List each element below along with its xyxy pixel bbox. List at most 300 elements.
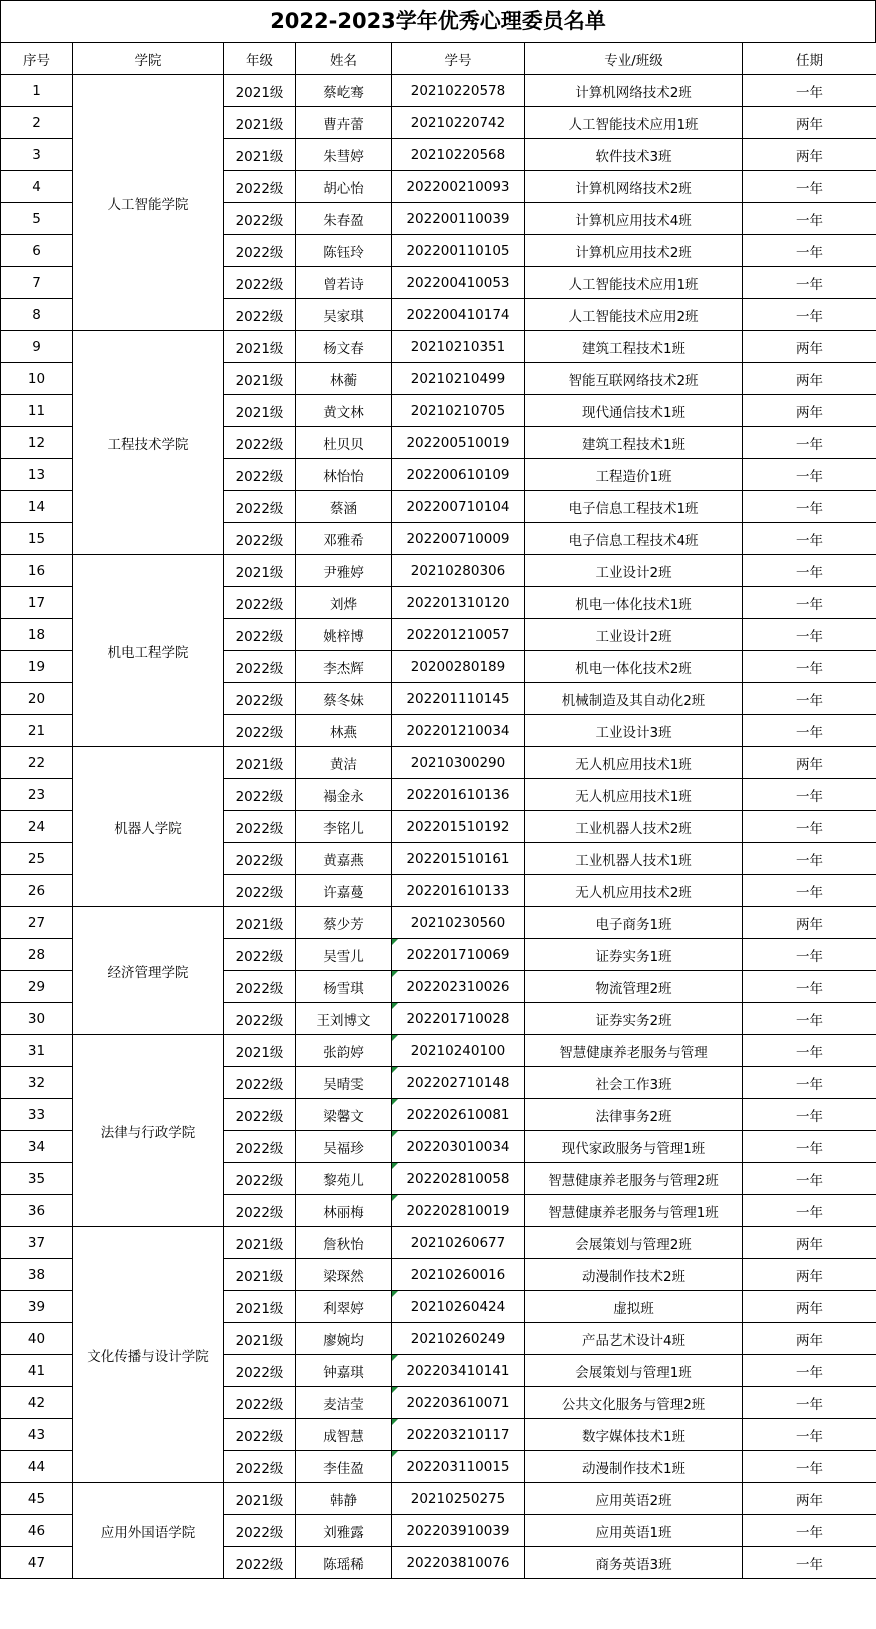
cell-id[interactable]: 20210220742 [392,107,525,139]
cell-term[interactable]: 两年 [743,139,876,171]
cell-college[interactable]: 文化传播与设计学院 [73,1227,224,1483]
cell-term[interactable]: 两年 [743,107,876,139]
cell-id[interactable]: 202203110015 [392,1451,525,1483]
cell-no[interactable]: 38 [1,1259,73,1291]
cell-no[interactable]: 3 [1,139,73,171]
cell-no[interactable]: 5 [1,203,73,235]
cell-major[interactable]: 现代通信技术1班 [525,395,743,427]
cell-term[interactable]: 一年 [743,1035,876,1067]
cell-no[interactable]: 23 [1,779,73,811]
cell-id[interactable]: 202201610133 [392,875,525,907]
cell-college[interactable]: 人工智能学院 [73,75,224,331]
cell-term[interactable]: 一年 [743,811,876,843]
cell-grade[interactable]: 2022级 [224,523,296,555]
cell-no[interactable]: 33 [1,1099,73,1131]
cell-id[interactable]: 202201210034 [392,715,525,747]
header-cell-college: 学院 [73,43,224,75]
cell-term[interactable]: 一年 [743,459,876,491]
cell-id[interactable]: 202200210093 [392,171,525,203]
cell-no[interactable]: 24 [1,811,73,843]
cell-major[interactable]: 电子商务1班 [525,907,743,939]
cell-no[interactable]: 35 [1,1163,73,1195]
cell-term[interactable]: 一年 [743,1067,876,1099]
cell-major[interactable]: 无人机应用技术2班 [525,875,743,907]
cell-name[interactable]: 梁馨文 [296,1099,392,1131]
cell-name[interactable]: 吴雪儿 [296,939,392,971]
cell-name[interactable]: 成智慧 [296,1419,392,1451]
cell-id[interactable]: 202202810058 [392,1163,525,1195]
cell-grade[interactable]: 2022级 [224,651,296,683]
cell-term[interactable]: 一年 [743,1099,876,1131]
cell-name[interactable]: 杨文春 [296,331,392,363]
cell-grade[interactable]: 2022级 [224,683,296,715]
cell-name[interactable]: 尹雅婷 [296,555,392,587]
cell-grade[interactable]: 2021级 [224,555,296,587]
cell-major[interactable]: 产品艺术设计4班 [525,1323,743,1355]
cell-term[interactable]: 一年 [743,779,876,811]
cell-no[interactable]: 4 [1,171,73,203]
cell-major[interactable]: 机械制造及其自动化2班 [525,683,743,715]
cell-grade[interactable]: 2022级 [224,1131,296,1163]
cell-term[interactable]: 两年 [743,1291,876,1323]
cell-grade[interactable]: 2022级 [224,939,296,971]
cell-grade[interactable]: 2022级 [224,171,296,203]
cell-name[interactable]: 陈钰玲 [296,235,392,267]
cell-grade[interactable]: 2021级 [224,331,296,363]
table-row [1,75,876,107]
cell-grade[interactable]: 2022级 [224,1387,296,1419]
cell-grade[interactable]: 2022级 [224,1163,296,1195]
cell-grade[interactable]: 2022级 [224,235,296,267]
cell-no[interactable]: 29 [1,971,73,1003]
cell-id[interactable]: 20210260016 [392,1259,525,1291]
cell-id[interactable]: 20210260677 [392,1227,525,1259]
cell-college[interactable]: 经济管理学院 [73,907,224,1035]
cell-id[interactable]: 20210280306 [392,555,525,587]
cell-term[interactable]: 一年 [743,491,876,523]
cell-grade[interactable]: 2022级 [224,299,296,331]
cell-id[interactable]: 202203210117 [392,1419,525,1451]
table-row [1,907,876,939]
cell-grade[interactable]: 2022级 [224,587,296,619]
cell-no[interactable]: 18 [1,619,73,651]
cell-major[interactable]: 应用英语2班 [525,1483,743,1515]
table-row [1,1227,876,1259]
cell-term[interactable]: 一年 [743,267,876,299]
cell-grade[interactable]: 2021级 [224,395,296,427]
cell-major[interactable]: 应用英语1班 [525,1515,743,1547]
cell-major[interactable]: 工程造价1班 [525,459,743,491]
cell-name[interactable]: 杨雪琪 [296,971,392,1003]
cell-grade[interactable]: 2021级 [224,75,296,107]
cell-no[interactable]: 15 [1,523,73,555]
cell-id[interactable]: 202201510192 [392,811,525,843]
cell-term[interactable]: 一年 [743,1451,876,1483]
cell-major[interactable]: 智慧健康养老服务与管理2班 [525,1163,743,1195]
cell-major[interactable]: 动漫制作技术1班 [525,1451,743,1483]
cell-name[interactable]: 黄洁 [296,747,392,779]
cell-no[interactable]: 44 [1,1451,73,1483]
cell-major[interactable]: 虚拟班 [525,1291,743,1323]
cell-id[interactable]: 202200510019 [392,427,525,459]
cell-id[interactable]: 202203010034 [392,1131,525,1163]
cell-grade[interactable]: 2022级 [224,779,296,811]
cell-term[interactable]: 一年 [743,1003,876,1035]
cell-major[interactable]: 计算机应用技术4班 [525,203,743,235]
cell-term[interactable]: 一年 [743,1195,876,1227]
cell-term[interactable]: 两年 [743,331,876,363]
cell-term[interactable]: 一年 [743,1131,876,1163]
cell-no[interactable]: 39 [1,1291,73,1323]
cell-id[interactable]: 202201310120 [392,587,525,619]
cell-term[interactable]: 一年 [743,171,876,203]
cell-id[interactable]: 202200410053 [392,267,525,299]
cell-major[interactable]: 商务英语3班 [525,1547,743,1579]
cell-grade[interactable]: 2022级 [224,1547,296,1579]
cell-no[interactable]: 42 [1,1387,73,1419]
cell-major[interactable]: 现代家政服务与管理1班 [525,1131,743,1163]
cell-major[interactable]: 物流管理2班 [525,971,743,1003]
cell-name[interactable]: 林燕 [296,715,392,747]
cell-name[interactable]: 黎苑儿 [296,1163,392,1195]
cell-major[interactable]: 建筑工程技术1班 [525,331,743,363]
cell-major[interactable]: 无人机应用技术1班 [525,747,743,779]
cell-name[interactable]: 刘烨 [296,587,392,619]
cell-no[interactable]: 1 [1,75,73,107]
cell-term[interactable]: 一年 [743,1355,876,1387]
cell-id[interactable]: 202201610136 [392,779,525,811]
cell-no[interactable]: 45 [1,1483,73,1515]
cell-name[interactable]: 吴家琪 [296,299,392,331]
cell-id[interactable]: 20210260249 [392,1323,525,1355]
cell-id[interactable]: 20210300290 [392,747,525,779]
cell-grade[interactable]: 2021级 [224,1483,296,1515]
cell-major[interactable]: 电子信息工程技术1班 [525,491,743,523]
cell-id[interactable]: 20210210705 [392,395,525,427]
cell-term[interactable]: 一年 [743,971,876,1003]
cell-id[interactable]: 202202310026 [392,971,525,1003]
cell-term[interactable]: 两年 [743,747,876,779]
cell-no[interactable]: 46 [1,1515,73,1547]
cell-no[interactable]: 40 [1,1323,73,1355]
header-cell-grade: 年级 [224,43,296,75]
cell-name[interactable]: 麦洁莹 [296,1387,392,1419]
cell-name[interactable]: 张韵婷 [296,1035,392,1067]
cell-name[interactable]: 刘雅露 [296,1515,392,1547]
cell-major[interactable]: 工业设计2班 [525,555,743,587]
cell-name[interactable]: 褟金永 [296,779,392,811]
cell-term[interactable]: 一年 [743,619,876,651]
cell-term[interactable]: 一年 [743,843,876,875]
cell-name[interactable]: 朱春盈 [296,203,392,235]
cell-id[interactable]: 202200410174 [392,299,525,331]
cell-name[interactable]: 蔡涵 [296,491,392,523]
cell-no[interactable]: 32 [1,1067,73,1099]
cell-grade[interactable]: 2021级 [224,1227,296,1259]
cell-term[interactable]: 一年 [743,875,876,907]
cell-name[interactable]: 李铭儿 [296,811,392,843]
cell-major[interactable]: 电子信息工程技术4班 [525,523,743,555]
cell-id[interactable]: 20210230560 [392,907,525,939]
cell-no[interactable]: 21 [1,715,73,747]
cell-term[interactable]: 一年 [743,939,876,971]
cell-id[interactable]: 202200610109 [392,459,525,491]
table-row [1,1483,876,1515]
cell-college[interactable]: 机器人学院 [73,747,224,907]
cell-major[interactable]: 人工智能技术应用2班 [525,299,743,331]
cell-name[interactable]: 王刘博文 [296,1003,392,1035]
cell-no[interactable]: 20 [1,683,73,715]
cell-id[interactable]: 202202710148 [392,1067,525,1099]
cell-id[interactable]: 20210260424 [392,1291,525,1323]
cell-id[interactable]: 202200110105 [392,235,525,267]
cell-name[interactable]: 韩静 [296,1483,392,1515]
cell-no[interactable]: 47 [1,1547,73,1579]
cell-no[interactable]: 6 [1,235,73,267]
cell-grade[interactable]: 2022级 [224,1195,296,1227]
cell-major[interactable]: 计算机网络技术2班 [525,75,743,107]
cell-id[interactable]: 20210210499 [392,363,525,395]
cell-grade[interactable]: 2021级 [224,747,296,779]
cell-id[interactable]: 20210250275 [392,1483,525,1515]
cell-id[interactable]: 202201710069 [392,939,525,971]
cell-grade[interactable]: 2022级 [224,1451,296,1483]
table-body [1,75,876,1579]
cell-term[interactable]: 两年 [743,1323,876,1355]
cell-college[interactable]: 应用外国语学院 [73,1483,224,1579]
cell-no[interactable]: 34 [1,1131,73,1163]
cell-no[interactable]: 30 [1,1003,73,1035]
cell-major[interactable]: 工业机器人技术2班 [525,811,743,843]
cell-major[interactable]: 人工智能技术应用1班 [525,267,743,299]
cell-no[interactable]: 12 [1,427,73,459]
cell-no[interactable]: 11 [1,395,73,427]
header-cell-major: 专业/班级 [525,43,743,75]
cell-no[interactable]: 28 [1,939,73,971]
cell-college[interactable]: 机电工程学院 [73,555,224,747]
cell-major[interactable]: 工业设计2班 [525,619,743,651]
cell-no[interactable]: 27 [1,907,73,939]
cell-term[interactable]: 一年 [743,235,876,267]
cell-id[interactable]: 202201110145 [392,683,525,715]
cell-name[interactable]: 林怡怡 [296,459,392,491]
cell-major[interactable]: 会展策划与管理1班 [525,1355,743,1387]
cell-major[interactable]: 证券实务2班 [525,1003,743,1035]
cell-term[interactable]: 一年 [743,75,876,107]
cell-no[interactable]: 22 [1,747,73,779]
cell-no[interactable]: 9 [1,331,73,363]
cell-term[interactable]: 一年 [743,587,876,619]
table-row [1,331,876,363]
cell-grade[interactable]: 2022级 [224,1515,296,1547]
cell-grade[interactable]: 2022级 [224,1067,296,1099]
cell-major[interactable]: 计算机网络技术2班 [525,171,743,203]
cell-term[interactable]: 两年 [743,1483,876,1515]
cell-name[interactable]: 朱彗婷 [296,139,392,171]
cell-term[interactable]: 一年 [743,1419,876,1451]
cell-major[interactable]: 软件技术3班 [525,139,743,171]
cell-term[interactable]: 两年 [743,363,876,395]
cell-name[interactable]: 黄嘉燕 [296,843,392,875]
cell-name[interactable]: 蔡冬妹 [296,683,392,715]
cell-grade[interactable]: 2021级 [224,1323,296,1355]
cell-major[interactable]: 无人机应用技术1班 [525,779,743,811]
cell-grade[interactable]: 2021级 [224,1259,296,1291]
cell-term[interactable]: 一年 [743,683,876,715]
cell-major[interactable]: 机电一体化技术1班 [525,587,743,619]
cell-id[interactable]: 20210240100 [392,1035,525,1067]
cell-name[interactable]: 邓雅希 [296,523,392,555]
sheet-title: 2022-2023学年优秀心理委员名单 [0,0,876,42]
cell-major[interactable]: 建筑工程技术1班 [525,427,743,459]
cell-term[interactable]: 一年 [743,1163,876,1195]
cell-name[interactable]: 林蘅 [296,363,392,395]
cell-major[interactable]: 工业机器人技术1班 [525,843,743,875]
cell-term[interactable]: 两年 [743,1259,876,1291]
cell-grade[interactable]: 2022级 [224,427,296,459]
cell-name[interactable]: 杜贝贝 [296,427,392,459]
cell-major[interactable]: 公共文化服务与管理2班 [525,1387,743,1419]
cell-id[interactable]: 20210220568 [392,139,525,171]
cell-id[interactable]: 202201210057 [392,619,525,651]
cell-no[interactable]: 31 [1,1035,73,1067]
cell-no[interactable]: 14 [1,491,73,523]
cell-major[interactable]: 机电一体化技术2班 [525,651,743,683]
cell-grade[interactable]: 2022级 [224,267,296,299]
cell-college[interactable]: 工程技术学院 [73,331,224,555]
cell-grade[interactable]: 2022级 [224,203,296,235]
cell-grade[interactable]: 2021级 [224,907,296,939]
cell-id[interactable]: 202200710009 [392,523,525,555]
cell-grade[interactable]: 2022级 [224,459,296,491]
cell-major[interactable]: 智能互联网络技术2班 [525,363,743,395]
cell-term[interactable]: 一年 [743,427,876,459]
cell-id[interactable]: 20200280189 [392,651,525,683]
cell-grade[interactable]: 2022级 [224,491,296,523]
cell-no[interactable]: 8 [1,299,73,331]
cell-name[interactable]: 姚梓博 [296,619,392,651]
cell-term[interactable]: 一年 [743,555,876,587]
cell-college[interactable]: 法律与行政学院 [73,1035,224,1227]
cell-term[interactable]: 一年 [743,203,876,235]
cell-term[interactable]: 一年 [743,651,876,683]
cell-id[interactable]: 202201710028 [392,1003,525,1035]
cell-term[interactable]: 两年 [743,395,876,427]
cell-major[interactable]: 计算机应用技术2班 [525,235,743,267]
cell-major[interactable]: 人工智能技术应用1班 [525,107,743,139]
cell-name[interactable]: 蔡屹骞 [296,75,392,107]
cell-grade[interactable]: 2021级 [224,1035,296,1067]
cell-no[interactable]: 43 [1,1419,73,1451]
cell-major[interactable]: 动漫制作技术2班 [525,1259,743,1291]
cell-id[interactable]: 20210210351 [392,331,525,363]
cell-id[interactable]: 202201510161 [392,843,525,875]
cell-id[interactable]: 202203610071 [392,1387,525,1419]
cell-no[interactable]: 37 [1,1227,73,1259]
cell-name[interactable]: 曹卉蕾 [296,107,392,139]
cell-term[interactable]: 一年 [743,1387,876,1419]
cell-name[interactable]: 胡心怡 [296,171,392,203]
cell-term[interactable]: 两年 [743,907,876,939]
cell-no[interactable]: 10 [1,363,73,395]
cell-grade[interactable]: 2021级 [224,363,296,395]
cell-major[interactable]: 法律事务2班 [525,1099,743,1131]
cell-grade[interactable]: 2021级 [224,1291,296,1323]
cell-grade[interactable]: 2022级 [224,811,296,843]
cell-grade[interactable]: 2021级 [224,139,296,171]
cell-major[interactable]: 会展策划与管理2班 [525,1227,743,1259]
cell-term[interactable]: 一年 [743,1515,876,1547]
cell-id[interactable]: 202203410141 [392,1355,525,1387]
cell-grade[interactable]: 2022级 [224,1003,296,1035]
cell-name[interactable]: 钟嘉琪 [296,1355,392,1387]
cell-grade[interactable]: 2022级 [224,1419,296,1451]
cell-no[interactable]: 26 [1,875,73,907]
cell-no[interactable]: 7 [1,267,73,299]
cell-major[interactable]: 智慧健康养老服务与管理 [525,1035,743,1067]
cell-grade[interactable]: 2022级 [224,715,296,747]
cell-id[interactable]: 202202610081 [392,1099,525,1131]
cell-name[interactable]: 利翠婷 [296,1291,392,1323]
cell-id[interactable]: 202200110039 [392,203,525,235]
cell-no[interactable]: 19 [1,651,73,683]
cell-no[interactable]: 36 [1,1195,73,1227]
cell-id[interactable]: 202202810019 [392,1195,525,1227]
cell-name[interactable]: 李佳盈 [296,1451,392,1483]
cell-grade[interactable]: 2022级 [224,1099,296,1131]
cell-term[interactable]: 一年 [743,523,876,555]
cell-no[interactable]: 25 [1,843,73,875]
cell-grade[interactable]: 2022级 [224,971,296,1003]
cell-grade[interactable]: 2022级 [224,875,296,907]
cell-major[interactable]: 智慧健康养老服务与管理1班 [525,1195,743,1227]
cell-grade[interactable]: 2022级 [224,1355,296,1387]
cell-no[interactable]: 16 [1,555,73,587]
cell-id[interactable]: 202203810076 [392,1547,525,1579]
cell-name[interactable]: 林丽梅 [296,1195,392,1227]
cell-term[interactable]: 一年 [743,1547,876,1579]
cell-major[interactable]: 社会工作3班 [525,1067,743,1099]
cell-no[interactable]: 17 [1,587,73,619]
cell-term[interactable]: 一年 [743,299,876,331]
cell-no[interactable]: 2 [1,107,73,139]
cell-name[interactable]: 梁琛然 [296,1259,392,1291]
cell-major[interactable]: 工业设计3班 [525,715,743,747]
cell-name[interactable]: 李杰辉 [296,651,392,683]
cell-major[interactable]: 证券实务1班 [525,939,743,971]
cell-grade[interactable]: 2021级 [224,107,296,139]
cell-name[interactable]: 吴福珍 [296,1131,392,1163]
cell-no[interactable]: 13 [1,459,73,491]
cell-name[interactable]: 廖婉均 [296,1323,392,1355]
cell-grade[interactable]: 2022级 [224,619,296,651]
cell-id[interactable]: 202203910039 [392,1515,525,1547]
cell-name[interactable]: 黄文林 [296,395,392,427]
cell-name[interactable]: 蔡少芳 [296,907,392,939]
cell-term[interactable]: 两年 [743,1227,876,1259]
cell-name[interactable]: 吴晴雯 [296,1067,392,1099]
cell-id[interactable]: 202200710104 [392,491,525,523]
cell-term[interactable]: 一年 [743,715,876,747]
cell-id[interactable]: 20210220578 [392,75,525,107]
cell-name[interactable]: 曾若诗 [296,267,392,299]
cell-no[interactable]: 41 [1,1355,73,1387]
cell-name[interactable]: 陈瑶稀 [296,1547,392,1579]
cell-major[interactable]: 数字媒体技术1班 [525,1419,743,1451]
cell-name[interactable]: 许嘉蔓 [296,875,392,907]
cell-grade[interactable]: 2022级 [224,843,296,875]
cell-name[interactable]: 詹秋怡 [296,1227,392,1259]
